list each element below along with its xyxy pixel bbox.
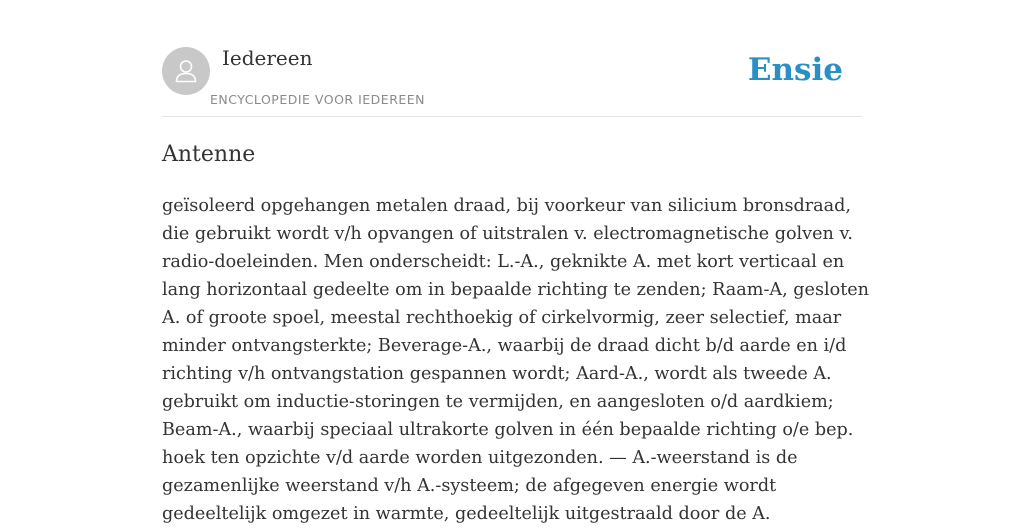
user-icon (162, 47, 210, 95)
username-link[interactable]: Iedereen (222, 46, 313, 70)
entry-definition: geïsoleerd opgehangen metalen draad, bij voorkeur van silicium bronsdraad, die gebruikt wordt v/h opvangen of uitstralen v. electromagnetische golven v. radio-doeleinden. Men onderscheidt: L.-A., geknikte A. met kort verticaal en lang horizontaal gedeelte om in bepaalde richting te zenden; Raam-A, gesloten A. of groote spoel, meestal rechthoekig of cirkelvormig, zeer selectief, maar minder ontvangsterkte; Beverage-A., waarbij de draad dicht b/d aarde en i/d richting v/h ontvangstation gespannen wordt; Aard-A., wordt als tweede A. gebruikt om inductie-storingen te vermijden, en aangesloten o/d aardkiem; Beam-A., waarbij speciaal ultrakorte golven in één bepaalde richting o/e bep. hoek ten opzichte v/d aarde worden uitgezonden. — A.-weerstand is de gezamenlijke weerstand v/h A.-systeem; de afgegeven energie wordt gedeeltelijk omgezet in warmte, gedeeltelijk uitgestraald door de A. (162, 196, 870, 524)
user-avatar[interactable] (162, 47, 210, 95)
site-header (162, 0, 862, 117)
entry-title: Antenne (162, 142, 256, 167)
site-tagline: ENCYCLOPEDIE VOOR IEDEREEN (210, 92, 426, 107)
brand-logo[interactable]: Ensie (747, 52, 843, 88)
